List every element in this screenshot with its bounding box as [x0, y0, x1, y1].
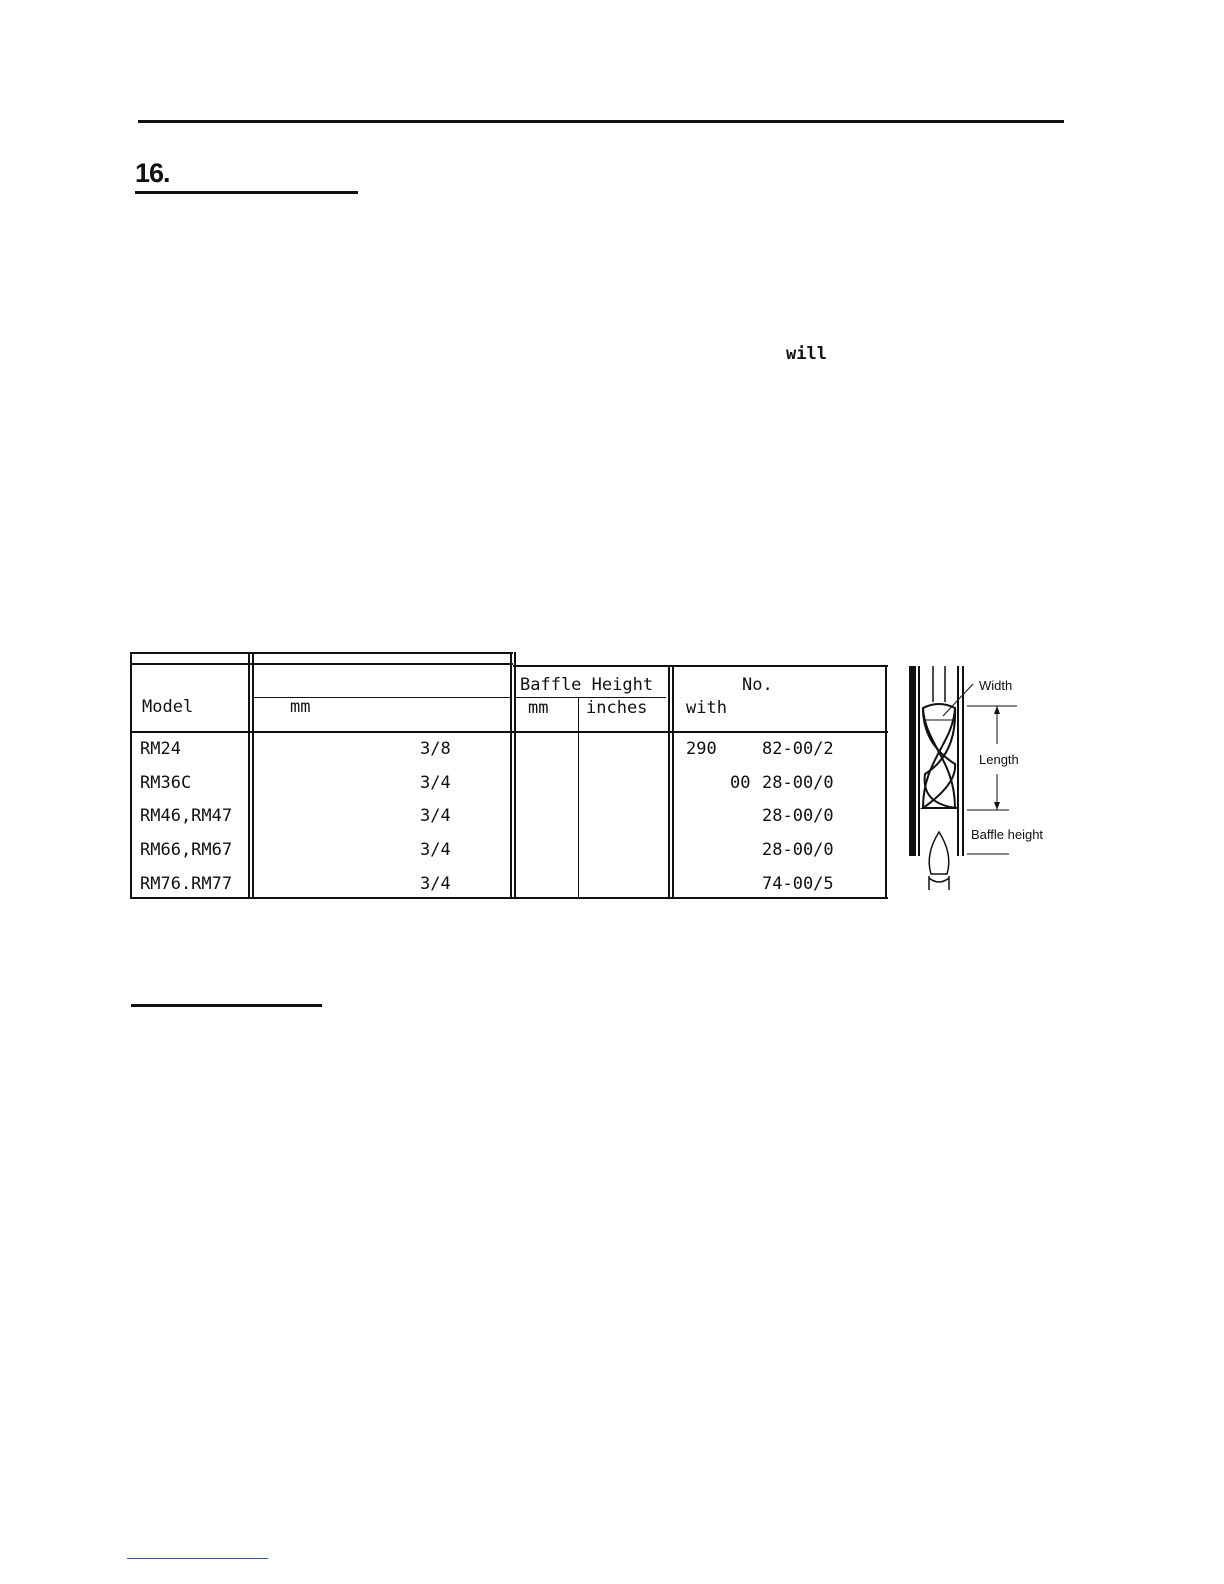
row-4-part: 74-00/5 — [762, 874, 834, 894]
baffle-diagram — [905, 664, 1065, 894]
table-line — [252, 652, 254, 899]
table-line — [514, 652, 516, 899]
diagram-label-baffle-height: Baffle height — [971, 827, 1044, 842]
table-line — [510, 652, 512, 899]
header-baffle-height: Baffle Height — [520, 675, 654, 695]
row-1-prefix: 00 — [730, 773, 751, 793]
section-number: 16. — [135, 158, 170, 188]
header-mm: mm — [290, 697, 311, 717]
row-4-model: RM76.RM77 — [140, 874, 233, 894]
table-line — [130, 652, 513, 654]
row-4-inch: 3/4 — [420, 874, 451, 894]
table-line — [672, 665, 674, 899]
footer-link-underline — [127, 1558, 268, 1559]
row-3-part: 28-00/0 — [762, 840, 834, 860]
row-2-model: RM46,RM47 — [140, 806, 233, 826]
row-1-model: RM36C — [140, 773, 192, 793]
row-0-inch: 3/8 — [420, 739, 451, 759]
subsection-underline — [131, 1004, 322, 1007]
header-model: Model — [142, 697, 194, 717]
body-text-fragment: will — [786, 344, 827, 364]
baffle-table — [130, 652, 888, 899]
table-line — [578, 697, 579, 899]
row-0-model: RM24 — [140, 739, 181, 759]
row-3-model: RM66,RM67 — [140, 840, 233, 860]
header-with: with — [686, 698, 727, 718]
table-line — [668, 665, 670, 899]
table-line — [130, 663, 513, 665]
row-1-inch: 3/4 — [420, 773, 451, 793]
table-line — [130, 731, 888, 733]
row-2-inch: 3/4 — [420, 806, 451, 826]
header-baffle-mm: mm — [528, 698, 549, 718]
top-rule — [138, 120, 1064, 123]
row-0-prefix: 290 — [686, 739, 717, 759]
table-line — [248, 652, 250, 899]
diagram-label-width: Width — [979, 678, 1013, 693]
row-3-inch: 3/4 — [420, 840, 451, 860]
row-2-part: 28-00/0 — [762, 806, 834, 826]
header-baffle-inches: inches — [586, 698, 648, 718]
diagram-label-length: Length — [979, 752, 1019, 767]
section-title-underline — [135, 191, 358, 194]
header-no: No. — [742, 675, 773, 695]
table-line — [130, 897, 888, 899]
table-line — [885, 665, 887, 899]
table-line — [130, 652, 132, 899]
row-1-part: 28-00/0 — [762, 773, 834, 793]
row-0-part: 82-00/2 — [762, 739, 834, 759]
table-line — [513, 665, 888, 667]
baffle-diagram-drawing — [905, 664, 1065, 894]
